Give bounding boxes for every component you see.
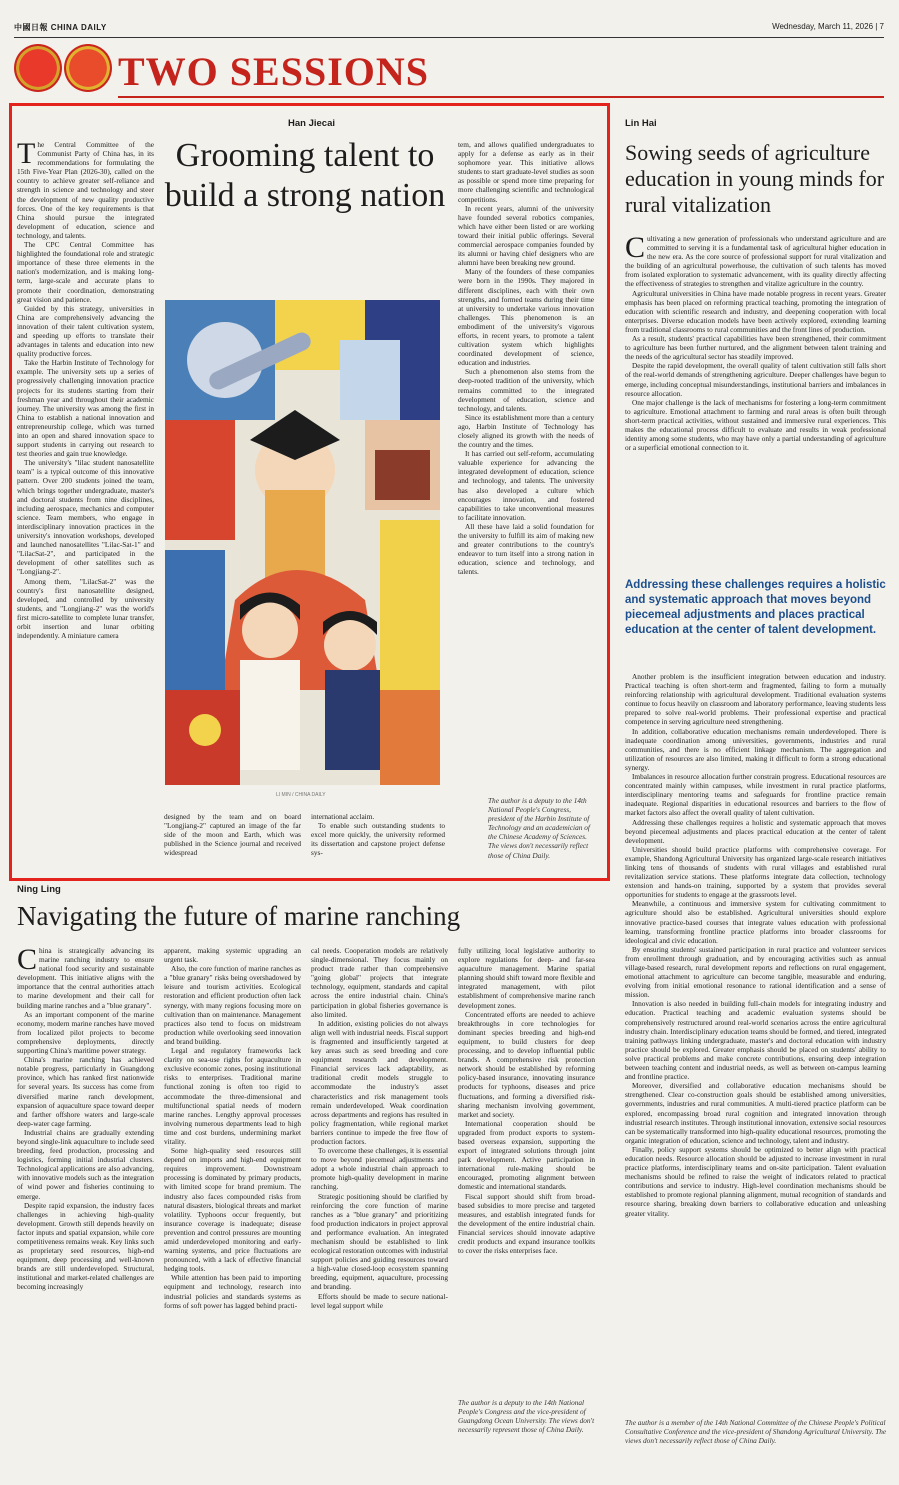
article-b-body-1 (625, 234, 886, 564)
paragraph: Meanwhile, a continuous and immersive system for cultivating commitment to agriculture should also be established. Agricultural universities should explore innovative practice-based courses that integrate values education with professional learning, transforming frontline practice platforms into broader classrooms for ideological and civic education. (625, 899, 886, 945)
paragraph: apparent, making systemic upgrading an urgent task. (164, 946, 301, 965)
article-b-body-2 (625, 672, 886, 1412)
illustration-credit: LI MIN / CHINA DAILY (276, 792, 326, 798)
paragraph: International cooperation should be upgraded from product exports to system-based overseas expansion, supporting the export of integrated solutions through joint park development. Active participation in international rule-making should be encouraged, promoting alignment between domestic and international standards. (458, 1118, 595, 1192)
paragraph: It has carried out self-reform, accumulating valuable experience for advancing the integrated development of education, science and technology, and talents. The university has also developed a culture which encourages innovation, and fostered capabilities to take unconventional measures to facilitate innovation. (458, 449, 594, 522)
paragraph: By ensuring students' sustained participation in rural practice and volunteer services from enrollment through graduation, and by encouraging activities such as annual village-based research, rural development reports and reflections on rural engagement, emotional attachment to agriculture can become tangible, measurable and enduring, evolving from initial emotional resonance to rational identification and a sense of mission. (625, 944, 886, 1000)
paragraph: Efforts should be made to secure national-level legal support while (311, 1291, 448, 1310)
paragraph: One major challenge is the lack of mechanisms for fostering a long-term commitment to agriculture. Emotional attachment to farming and rural areas is often built through short-term practical activities, without sustained and immersive rural experiences. This makes the educational process difficult to evaluate and results in weak professional identity among some students, who may have only a partial understanding of agriculture or a superficial emotional connection to it. (625, 397, 886, 453)
paragraph: To enable such outstanding students to excel more quickly, the university reformed its dissertation and capstone project defense sys- (311, 821, 445, 858)
paragraph: Strategic positioning should be clarified by reinforcing the core function of marine ranches as a "blue granary" and prioritizing food production indicators in project approval and performance evaluation. An integrated mechanism should be established to link ecological restoration outcomes with industrial support policies and guiding resources toward a high-value closed-loop ecosystem spanning breeding, equipment, aquaculture, processing and branding. (311, 1191, 448, 1292)
paragraph: fully utilizing local legislative authority to explore regulations for deep- and far-sea aquaculture management. Marine spatial planning should shift toward more flexible and integrated management, with pilot establishment of comprehensive marine ranch development zones. (458, 946, 595, 1010)
article-a-headline: Grooming talent to build a strong nation (164, 137, 446, 214)
paragraph: Another problem is the insufficient integration between education and industry. Practical teaching is often short-term and fragmented, failing to form a mutually reinforcing relationship with agricultural development. Traditional evaluation systems continue to focus heavily on classroom and laboratory performance, leaving students less prepared to solve real-world problems. Their professional expertise and practical competence in serving agriculture need strengthening. (625, 672, 886, 727)
section-title: TWO SESSIONS (118, 49, 430, 94)
paragraph: The university's "lilac student nanosatellite team" is a typical outcome of this innovative pattern. Over 200 students joined the team, which brings together undergraduate, master's and doctoral students from nine disciplines, including aerospace, mechanics and computer science. Team members, who engage in interdisciplinary innovation practices in the university's innovation workshops, developed and launched nanosatellites "Lilac-Sat-1" and "LilacSat-2", and participated in the development of other satellites such as "Longjiang-2". (17, 458, 154, 577)
article-illustration (165, 300, 440, 785)
section-divider (118, 96, 884, 98)
illustration-graphic (165, 300, 440, 785)
article-b-author-note: The author is a member of the 14th National Committee of the Chinese People's Political Consultative Conference and the vice-president of Shandong Agricultural University. The views don't necessarily reflect those of China Daily. (625, 1418, 887, 1446)
paragraph: Guided by this strategy, universities in China are comprehensively advancing the innovation of their talent cultivation system, and speeding up efforts to translate their advantages in talents and education into new quality productive forces. (17, 303, 154, 359)
article-b-dropcap: C (625, 234, 646, 264)
emblems (14, 44, 114, 96)
paragraph: Addressing these challenges requires a holistic and systematic approach that moves beyond piecemeal adjustments and places practical education at the center of talent development. (625, 817, 886, 845)
paragraph: Many of the founders of these companies were born in the 1990s. They majored in different disciplines, each with their own strengths, and formed teams during their time at university to undertake various innovation challenges. This phenomenon is an embodiment of the university's vigorous efforts, in recent years, to promote a talent cultivation system which highlights coordinated development of science, education and industries. (458, 267, 594, 368)
paragraph: Moreover, diversified and collaborative education mechanisms should be strengthened. Clear co-construction goals should be established among universities, governments, industries and rural communities. A multi-tiered practice platform can be explored, encompassing broad rural cognition and integrated innovation through industrial research institutes. Through institutional innovation, extensive social resources can be systematically transformed into high-quality educational resources, promoting the organic integration of education, science and technology, talent and industry. (625, 1081, 886, 1145)
paragraph: Also, the core function of marine ranches as a "blue granary" risks being overshadowed by leisure and tourism activities. Ecological restoration and efficient production often lack synergy, with many regions focusing more on cultivation than on maintenance. Management practices also tend to focus on midstream production while overlooking seed innovation and brand building. (164, 964, 301, 1046)
article-a-column-2 (164, 812, 301, 874)
article-c-column-4 (458, 946, 595, 1394)
article-a-author: Han Jiecai (288, 118, 335, 129)
paragraph: hina is strategically advancing its marine ranching industry to ensure national food security and sustainable development. This initiative aligns with the importance that the central authorities attach to marine development and their call for building marine ranches and a "blue granary". (17, 946, 154, 1010)
article-a-column-3 (311, 812, 445, 874)
paragraph: Such a phenomenon also stems from the deep-rooted tradition of the university, which remains committed to the integrated development of education, science and technology, and talents. (458, 367, 594, 413)
paragraph: Some high-quality seed resources still depend on imports and high-end equipment requires improvement. Downstream processing is dominated by primary products, with limited scope for brand premium. The industry also faces compounded risks from natural disasters, biological threats and market volatility. Typhoons occur frequently, but insurance coverage is inadequate; disease prevention and control pressures are mounting amid underdeveloped monitoring and early-warning systems, and price fluctuations are pronounced, with a lack of effective financial hedging tools. (164, 1146, 301, 1274)
paragraph: Among them, "LilacSat-2" was the country's first nanosatellite designed, developed, and controlled by university students, and "Longjiang-2" was the world's first micro-satellite to complete lunar transfer, orbit insertion and lunar orbiting independently. A miniature camera (17, 576, 154, 641)
paragraph: In addition, existing policies do not always align well with industrial needs. Fiscal support is fragmented and insufficiently targeted at key areas such as seed breeding and core equipment research and development. Financial services lack adaptability, as traditional credit models struggle to accommodate the industry's asset characteristics and risk management tools remain underdeveloped. Weak coordination across departments and regions has resulted in policy fragmentation, while regional market barriers continue to impede the free flow of production factors. (311, 1018, 448, 1146)
paragraph: The CPC Central Committee has highlighted the foundational role and strategic importance of these three elements in the nation's modernization, and is making long-term, large-scale and accurate plans to promote their coordination, demonstrating great vision and patience. (17, 240, 154, 304)
paragraph: Legal and regulatory frameworks lack clarity on sea-use rights for aquaculture in exclusive economic zones, posing institutional risks to enterprises. Traditional marine functional zoning is often too rigid to accommodate the three-dimensional and multifunctional spatial needs of modern marine ranches. Lengthy approval processes involving numerous departments lead to high time and cost burdens, undermining market vitality. (164, 1046, 301, 1146)
paragraph: cal needs. Cooperation models are relatively single-dimensional. They focus mainly on product trade rather than comprehensive "going global" projects that integrate technology, equipment, standards and capital across the entire industrial chain. China's participation in global fisheries governance is also limited. (311, 946, 448, 1019)
paragraph: Fiscal support should shift from broad-based subsidies to more precise and targeted measures, and establish integrated funds for the development of the entire industrial chain. Financial services should innovate adaptive credit products and expand insurance toolkits to cover the risks enterprises face. (458, 1191, 595, 1256)
paragraph: While attention has been paid to importing equipment and technology, research into industrial policies and standards systems as forms of soft power has lagged behind practi- (164, 1273, 301, 1310)
paragraph: Take the Harbin Institute of Technology for example. The university sets up a series of progressively challenging innovation practice projects for its students starting from their freshman year and throughout their academic journey. The university was among the first in China to establish a national innovation and entrepreneurship college, which was turned into an open and shared innovation space to support students in carrying out research to test theories and gain true knowledge. (17, 358, 154, 459)
paragraph: In addition, collaborative education mechanisms remain underdeveloped. There is inadequate coordination among universities, governments, industries and rural communities, and there is no efficient linkage mechanism. The aggregation and utilization of resources are also limited, making it difficult to form a strong educational synergy. (625, 726, 886, 772)
paragraph: he Central Committee of the Communist Party of China has, in its recommendations for formulating the 15th Five-Year Plan (2026-30), called on the country to achieve greater self-reliance and strength in science and technology and steer the development of new quality productive forces. One of the key requirements is that China should pursue the integrated development of education, science and technology, and talents. (17, 140, 154, 240)
masthead-bar (14, 22, 884, 36)
paragraph: ultivating a new generation of professionals who understand agriculture and are committed to serving it is a fundamental task of agricultural higher education in the new era. As the core source of professional support for rural vitalization and the building of an agricultural powerhouse, the cultivation of such talents has moved from isolated exploration to systematic advancement, with its quality directly affecting the effectiveness of strategies to strengthen and vitalize agriculture in the country. (625, 234, 886, 289)
national-emblem-icon (14, 44, 62, 92)
paragraph: All these have laid a solid foundation for the university to fulfill its aim of making new and greater contributions to the country's endeavor to turn itself into a strong nation in education, science and technology, and talents. (458, 521, 594, 577)
cppcc-emblem-icon (64, 44, 112, 92)
paragraph: Finally, policy support systems should be optimized to better align with practical education needs. Resource allocation should be adjusted to increase investment in rural practice platforms, interdisciplinary teams and on-site participation. Talent evaluation mechanisms should be refined to raise the weight of indicators related to practical contributions and service to industry. High-level coordination mechanisms should be established to promote regional planning alignment, mutual recognition of standards and resource sharing, breaking down barriers to collaborative education and unleashing greater vitality. (625, 1144, 886, 1218)
paragraph: Universities should build practice platforms with comprehensive coverage. For example, Shandong Agricultural University has organized large-scale research initiatives linking tens of thousands of students with rural villages and established rural revitalization service stations. These platforms integrate data collection, technology extension and hands-on training, supported by a system that provides several opportunities for students to engage at the grassroots level. (625, 844, 886, 900)
article-c-column-2 (164, 946, 301, 1456)
article-c-author: Ning Ling (17, 884, 61, 895)
article-c-column-1 (17, 946, 154, 1456)
article-a-dropcap: T (17, 140, 36, 170)
paragraph: Since its establishment more than a century ago, Harbin Institute of Technology has closely aligned its growth with the needs of the country and the times. (458, 412, 594, 450)
masthead: 中國日報 CHINA DAILY (14, 23, 107, 32)
paragraph: As an important component of the marine economy, modern marine ranches have moved from localized pilot projects to become comprehensive deployments, directly supporting China's maritime power strategy. (17, 1009, 154, 1056)
paragraph: To overcome these challenges, it is essential to move beyond piecemeal adjustments and adopt a whole industrial chain approach to promote high-quality development in marine ranching. (311, 1146, 448, 1192)
paragraph: tem, and allows qualified undergraduates to apply for a defense as early as in their sophomore year. This initiative allows students to start graduate-level studies as soon as possible or spend more time preparing for more challenging scientific and technological competitions. (458, 140, 594, 204)
article-b-pull-quote: Addressing these challenges requires a holistic and systematic approach that moves beyond piecemeal adjustments and places practical education at the center of talent development. (625, 579, 886, 636)
article-c-dropcap: C (17, 946, 38, 976)
article-a-column-1 (17, 140, 154, 872)
article-a-column-4 (458, 140, 594, 790)
article-b-author: Lin Hai (625, 118, 657, 129)
article-b-headline: Sowing seeds of agriculture education in young minds for rural vitalization (625, 140, 885, 217)
paragraph: Agricultural universities in China have made notable progress in recent years. Greater emphasis has been placed on reforming practical teaching, promoting the integration of education with scientific research and industry, and deepening cooperation with local enterprises. Diverse education models have been actively explored, extending learning from traditional classrooms to rural communities and the front lines of production. (625, 288, 886, 334)
paragraph: designed by the team and on board "Longjiang-2" captured an image of the far side of the moon and Earth, which was published in the Science journal and received widespread (164, 812, 301, 858)
paragraph: Imbalances in resource allocation further constrain progress. Educational resources are concentrated mainly within campuses, while investment in rural practice platforms, interdisciplinary mentoring teams and safeguards for frontline practice remain inadequate. Regional disparities in educational resources and barriers to the flow of market factors also affect the overall quality of talent cultivation. (625, 772, 886, 818)
paragraph: Despite the rapid development, the overall quality of talent cultivation still falls short of the real-world demands of strengthening agriculture. Deeper challenges have begun to emerge, including conceptual misunderstandings, institutional barriers and imbalances in resource allocation. (625, 361, 886, 398)
paragraph: Innovation is also needed in building full-chain models for integrating industry and education. Practical teaching and academic evaluation systems should be comprehensively restructured around real-world scenarios across the entire agricultural industry chain. Interdisciplinary education teams should be formed, and tiered, integrated training pathways linking undergraduate, master's and doctoral education with industry practice should be explored. Greater emphasis should be placed on students' ability to solve practical problems and make concrete contributions, ensuring deep integration between teaching content and industrial needs, as well as between on-campus learning and frontline practice. (625, 999, 886, 1082)
date-page: Wednesday, March 11, 2026 | 7 (772, 22, 884, 31)
paragraph: As a result, students' practical capabilities have been strengthened, their commitment to agriculture has been further nurtured, and the alignment between talent training and the needs of the agricultural sector has steadily improved. (625, 334, 886, 362)
masthead-divider (14, 37, 884, 38)
article-a-author-note: The author is a deputy to the 14th National People's Congress, president of the Harbin Institute of Technology and an academician of the Chinese Academy of Sciences. The views don't necessarily reflect those of China Daily. (488, 796, 590, 860)
paragraph: Industrial chains are gradually extending beyond single-link aquaculture to include seed breeding, feed production, processing and logistics, forming initial industrial clusters. Technological applications are also advancing, with innovative models such as the integration of wind power and fisheries continuing to emerge. (17, 1127, 154, 1201)
paragraph: China's marine ranching has achieved notable progress, particularly in Guangdong province, which has ranked first nationwide for several years. Its success has come from diversified marine ranch development, expansion of aquaculture space toward deeper and farther offshore waters and large-scale deep-water cage farming. (17, 1055, 154, 1128)
article-c-headline: Navigating the future of marine ranching (17, 901, 461, 931)
article-c-column-3 (311, 946, 448, 1456)
paragraph: In recent years, alumni of the university have founded several robotics companies, which have either been listed or are working toward their initial public offerings. Several commercial aerospace companies founded by its alumni or having chief designers who are alumni have been breaking new ground. (458, 203, 594, 268)
paragraph: Concentrated efforts are needed to achieve breakthroughs in core technologies for dominant species breeding and high-end equipment, to build clusters for deep processing, and to develop influential public brands. A comprehensive risk protection network should be established by reforming policy-based insurance, innovating insurance products for typhoons, diseases and price fluctuations, and forming a diversified risk-sharing mechanism involving government, market and society. (458, 1009, 595, 1119)
article-c-author-note: The author is a deputy to the 14th National People's Congress and the vice-president of Guangdong Ocean University. The views don't necessarily represent those of China Daily. (458, 1398, 595, 1435)
paragraph: international acclaim. (311, 812, 375, 821)
paragraph: Despite rapid expansion, the industry faces challenges in achieving high-quality development. Growth still depends heavily on factor inputs and spatial expansion, while core competitiveness remains weak. Key links such as proprietary seed resources, high-end equipment, deep processing and well-known brands are still underdeveloped. Structural, institutional and market-related challenges are becoming increasingly (17, 1200, 154, 1292)
